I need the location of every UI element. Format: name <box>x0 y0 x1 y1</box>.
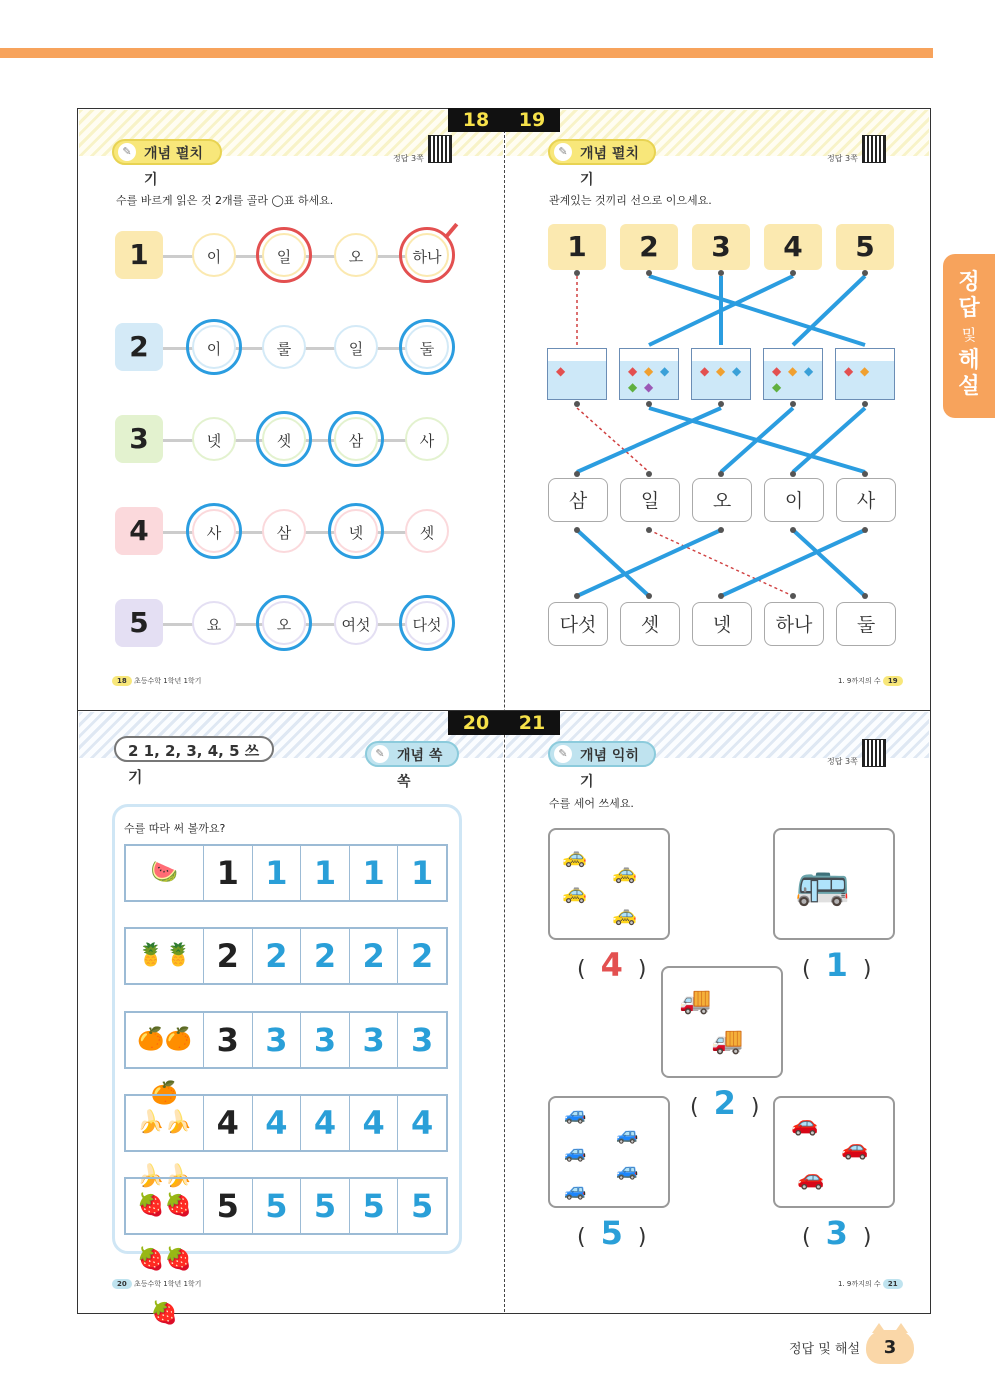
p21-answer-ref: 정답 3쪽 <box>827 757 858 766</box>
reading-option[interactable]: 삼 <box>262 509 306 553</box>
red-cars-answer: ( 3 ) <box>802 1214 872 1252</box>
connector-dot[interactable] <box>646 401 652 407</box>
fish-icon: ◆ <box>556 364 566 378</box>
fish-tank <box>691 348 751 400</box>
number-box: 1 <box>115 231 163 279</box>
connector-dot[interactable] <box>646 593 652 599</box>
written-digit[interactable]: 5 <box>411 1187 434 1225</box>
written-digit[interactable]: 1 <box>301 846 350 900</box>
fruit-icon: 🍉 <box>126 846 204 900</box>
fish-tank <box>763 348 823 400</box>
reading-option[interactable]: 다섯 <box>405 601 449 645</box>
answer-key-tab: 정 답 및 해 설 <box>943 254 995 418</box>
word-box[interactable]: 둘 <box>836 602 896 646</box>
truck-icon: 🚚 <box>711 1026 744 1056</box>
reading-option[interactable]: 셋 <box>405 509 449 553</box>
trace-guide-digit: 1 <box>204 846 253 900</box>
number-box: 3 <box>115 415 163 463</box>
reading-option[interactable]: 일 <box>262 233 306 277</box>
p21-footer: 1. 9까지의 수 21 <box>838 1279 903 1289</box>
trace-guide-digit: 3 <box>204 1013 253 1067</box>
connector-dot[interactable] <box>574 471 580 477</box>
word-box[interactable]: 넷 <box>692 602 752 646</box>
taxi-icon: 🚕 <box>612 860 637 884</box>
written-digit[interactable]: 1 <box>411 854 434 892</box>
red-cars-card <box>773 1096 895 1208</box>
fish-icon: ◆ <box>716 364 726 378</box>
car-icon: 🚙 <box>616 1160 639 1181</box>
reading-option[interactable]: 사 <box>192 509 236 553</box>
connector-dot[interactable] <box>790 401 796 407</box>
written-digit[interactable]: 4 <box>301 1096 350 1150</box>
p18-answer-ref: 정답 3쪽 <box>393 154 424 163</box>
reading-option[interactable]: 일 <box>334 325 378 369</box>
connector-dot[interactable] <box>862 593 868 599</box>
corner-label: 정답 및 해설 <box>789 1342 861 1357</box>
word-box[interactable]: 오 <box>692 478 752 522</box>
fish-icon: ◆ <box>644 380 654 394</box>
pencil-icon: ✎ <box>554 143 572 161</box>
car-icon: 🚙 <box>564 1142 587 1163</box>
written-digit[interactable]: 5 <box>350 1179 399 1233</box>
reading-option[interactable]: 사 <box>405 417 449 461</box>
word-box[interactable]: 일 <box>620 478 680 522</box>
number-box: 5 <box>115 599 163 647</box>
word-box[interactable]: 사 <box>836 478 896 522</box>
connector-dot[interactable] <box>646 270 652 276</box>
reading-option[interactable]: 오 <box>334 233 378 277</box>
trace-row <box>124 844 448 902</box>
connector-dot[interactable] <box>574 527 580 533</box>
connector-dot[interactable] <box>646 471 652 477</box>
pencil-icon: ✎ <box>118 143 136 161</box>
p19-footer: 1. 9까지의 수 19 <box>838 676 903 686</box>
car-icon: 🚙 <box>564 1104 587 1125</box>
written-digit[interactable]: 2 <box>350 929 399 983</box>
p21-instruction: 수를 세어 쓰세요. <box>549 797 634 810</box>
written-digit[interactable]: 2 <box>253 929 302 983</box>
fish-icon: ◆ <box>804 364 814 378</box>
fish-icon: ◆ <box>844 364 854 378</box>
cat-page-badge: 3 <box>866 1330 914 1364</box>
p20-footer: 20 초등수학 1학년 1학기 <box>112 1279 201 1289</box>
trucks-answer: ( 2 ) <box>690 1084 760 1122</box>
connector-dot[interactable] <box>790 527 796 533</box>
fruit-icon: 🍓🍓🍓🍓🍓 <box>126 1179 204 1233</box>
pencil-icon: ✎ <box>554 745 572 763</box>
p18-section-label: ✎ 개념 펼치기 <box>112 139 222 165</box>
connector-dot[interactable] <box>718 401 724 407</box>
car-icon: 🚗 <box>791 1112 819 1137</box>
p19-instruction: 관계있는 것끼리 선으로 이으세요. <box>549 194 712 207</box>
car-icon: 🚙 <box>616 1124 639 1145</box>
written-digit[interactable]: 1 <box>350 846 399 900</box>
page-number-20: 20 <box>448 711 504 735</box>
written-digit[interactable]: 4 <box>411 1104 434 1142</box>
bus-card <box>773 828 895 940</box>
fish-icon: ◆ <box>644 364 654 378</box>
fruit-icon: 🍊🍊🍊 <box>126 1013 204 1067</box>
number-box: 4 <box>115 507 163 555</box>
p20-unit-title: 2 1, 2, 3, 4, 5 쓰기 <box>114 736 274 762</box>
taxi-icon: 🚕 <box>562 844 587 868</box>
connector-dot[interactable] <box>718 527 724 533</box>
trace-row <box>124 1094 448 1189</box>
connector-dot[interactable] <box>646 527 652 533</box>
number-box: 1 <box>548 224 606 270</box>
reading-option[interactable]: 여섯 <box>334 601 378 645</box>
number-box: 4 <box>764 224 822 270</box>
written-digit[interactable]: 5 <box>253 1179 302 1233</box>
reading-option[interactable]: 둘 <box>405 325 449 369</box>
connector-dot[interactable] <box>574 270 580 276</box>
fruit-icon: 🍌🍌🍌🍌 <box>126 1096 204 1150</box>
bus-icon: 🚌 <box>795 857 850 908</box>
connector-dot[interactable] <box>862 527 868 533</box>
fish-icon: ◆ <box>860 364 870 378</box>
reading-option[interactable]: 이 <box>192 233 236 277</box>
reading-option[interactable]: 이 <box>192 325 236 369</box>
reading-option[interactable]: 넷 <box>334 509 378 553</box>
number-box: 5 <box>836 224 894 270</box>
trace-guide-digit: 2 <box>204 929 253 983</box>
p20-instruction: 수를 따라 써 볼까요? <box>124 822 226 835</box>
number-box: 2 <box>115 323 163 371</box>
p21-section-label: ✎ 개념 익히기 <box>548 741 656 767</box>
page-number-19: 19 <box>504 108 560 132</box>
fish-icon: ◆ <box>772 364 782 378</box>
word-box[interactable]: 다섯 <box>548 602 608 646</box>
reading-option[interactable]: 오 <box>262 601 306 645</box>
car-icon: 🚗 <box>797 1166 825 1191</box>
connector-dot[interactable] <box>718 593 724 599</box>
number-box: 3 <box>692 224 750 270</box>
taxis-card <box>548 828 670 940</box>
trace-row <box>124 927 448 985</box>
car-icon: 🚗 <box>841 1136 869 1161</box>
written-digit[interactable]: 1 <box>253 846 302 900</box>
p19-answer-ref: 정답 3쪽 <box>827 154 858 163</box>
fish-tank <box>619 348 679 400</box>
green-cars-card <box>548 1096 670 1208</box>
fish-icon: ◆ <box>700 364 710 378</box>
word-box[interactable]: 셋 <box>620 602 680 646</box>
fish-icon: ◆ <box>660 364 670 378</box>
trace-guide-digit: 4 <box>204 1096 253 1150</box>
number-box: 2 <box>620 224 678 270</box>
written-digit[interactable]: 4 <box>350 1096 399 1150</box>
car-icon: 🚙 <box>564 1180 587 1201</box>
connector-dot[interactable] <box>574 593 580 599</box>
taxi-icon: 🚕 <box>612 902 637 926</box>
green-cars-answer: ( 5 ) <box>577 1214 647 1252</box>
truck-icon: 🚚 <box>679 986 712 1016</box>
connector-dot[interactable] <box>862 401 868 407</box>
reading-option[interactable]: 넷 <box>192 417 236 461</box>
word-box[interactable]: 하나 <box>764 602 824 646</box>
p18-footer: 18 초등수학 1학년 1학기 <box>112 676 201 686</box>
written-digit[interactable]: 3 <box>411 1021 434 1059</box>
connector-dot[interactable] <box>862 471 868 477</box>
trace-guide-digit: 5 <box>204 1179 253 1233</box>
written-digit[interactable]: 2 <box>301 929 350 983</box>
page-number-18: 18 <box>448 108 504 132</box>
reading-option[interactable]: 룰 <box>262 325 306 369</box>
fish-icon: ◆ <box>788 364 798 378</box>
p19-section-label: ✎ 개념 펼치기 <box>548 139 656 165</box>
bus-answer: ( 1 ) <box>802 946 872 984</box>
taxis-answer: ( 4 ) <box>577 946 647 984</box>
p18-instruction: 수를 바르게 읽은 것 2개를 골라 ◯표 하세요. <box>116 194 334 207</box>
connector-dot[interactable] <box>574 401 580 407</box>
trace-row <box>124 1011 448 1106</box>
taxi-icon: 🚕 <box>562 880 587 904</box>
reading-option[interactable]: 하나 <box>405 233 449 277</box>
page-number-21: 21 <box>504 711 560 735</box>
reading-option[interactable]: 삼 <box>334 417 378 461</box>
p20-section-label: ✎ 개념 쏙쏙 <box>365 741 459 767</box>
fish-icon: ◆ <box>628 380 638 394</box>
connector-dot[interactable] <box>790 593 796 599</box>
pencil-icon: ✎ <box>371 745 389 763</box>
connector-dot[interactable] <box>790 270 796 276</box>
word-box[interactable]: 삼 <box>548 478 608 522</box>
written-digit[interactable]: 4 <box>253 1096 302 1150</box>
written-digit[interactable]: 5 <box>301 1179 350 1233</box>
fruit-icon: 🍍🍍 <box>126 929 204 983</box>
qr-code-icon <box>862 739 886 767</box>
connector-dot[interactable] <box>862 270 868 276</box>
fish-tank <box>835 348 895 400</box>
fish-icon: ◆ <box>732 364 742 378</box>
word-box[interactable]: 이 <box>764 478 824 522</box>
reading-option[interactable]: 요 <box>192 601 236 645</box>
fish-icon: ◆ <box>628 364 638 378</box>
written-digit[interactable]: 2 <box>411 937 434 975</box>
reading-option[interactable]: 셋 <box>262 417 306 461</box>
fish-icon: ◆ <box>772 380 782 394</box>
written-digit[interactable]: 3 <box>301 1013 350 1067</box>
written-digit[interactable]: 3 <box>350 1013 399 1067</box>
written-digit[interactable]: 3 <box>253 1013 302 1067</box>
trucks-card <box>661 966 783 1078</box>
connector-dot[interactable] <box>718 471 724 477</box>
connector-dot[interactable] <box>718 270 724 276</box>
fish-tank <box>547 348 607 400</box>
connector-dot[interactable] <box>790 471 796 477</box>
